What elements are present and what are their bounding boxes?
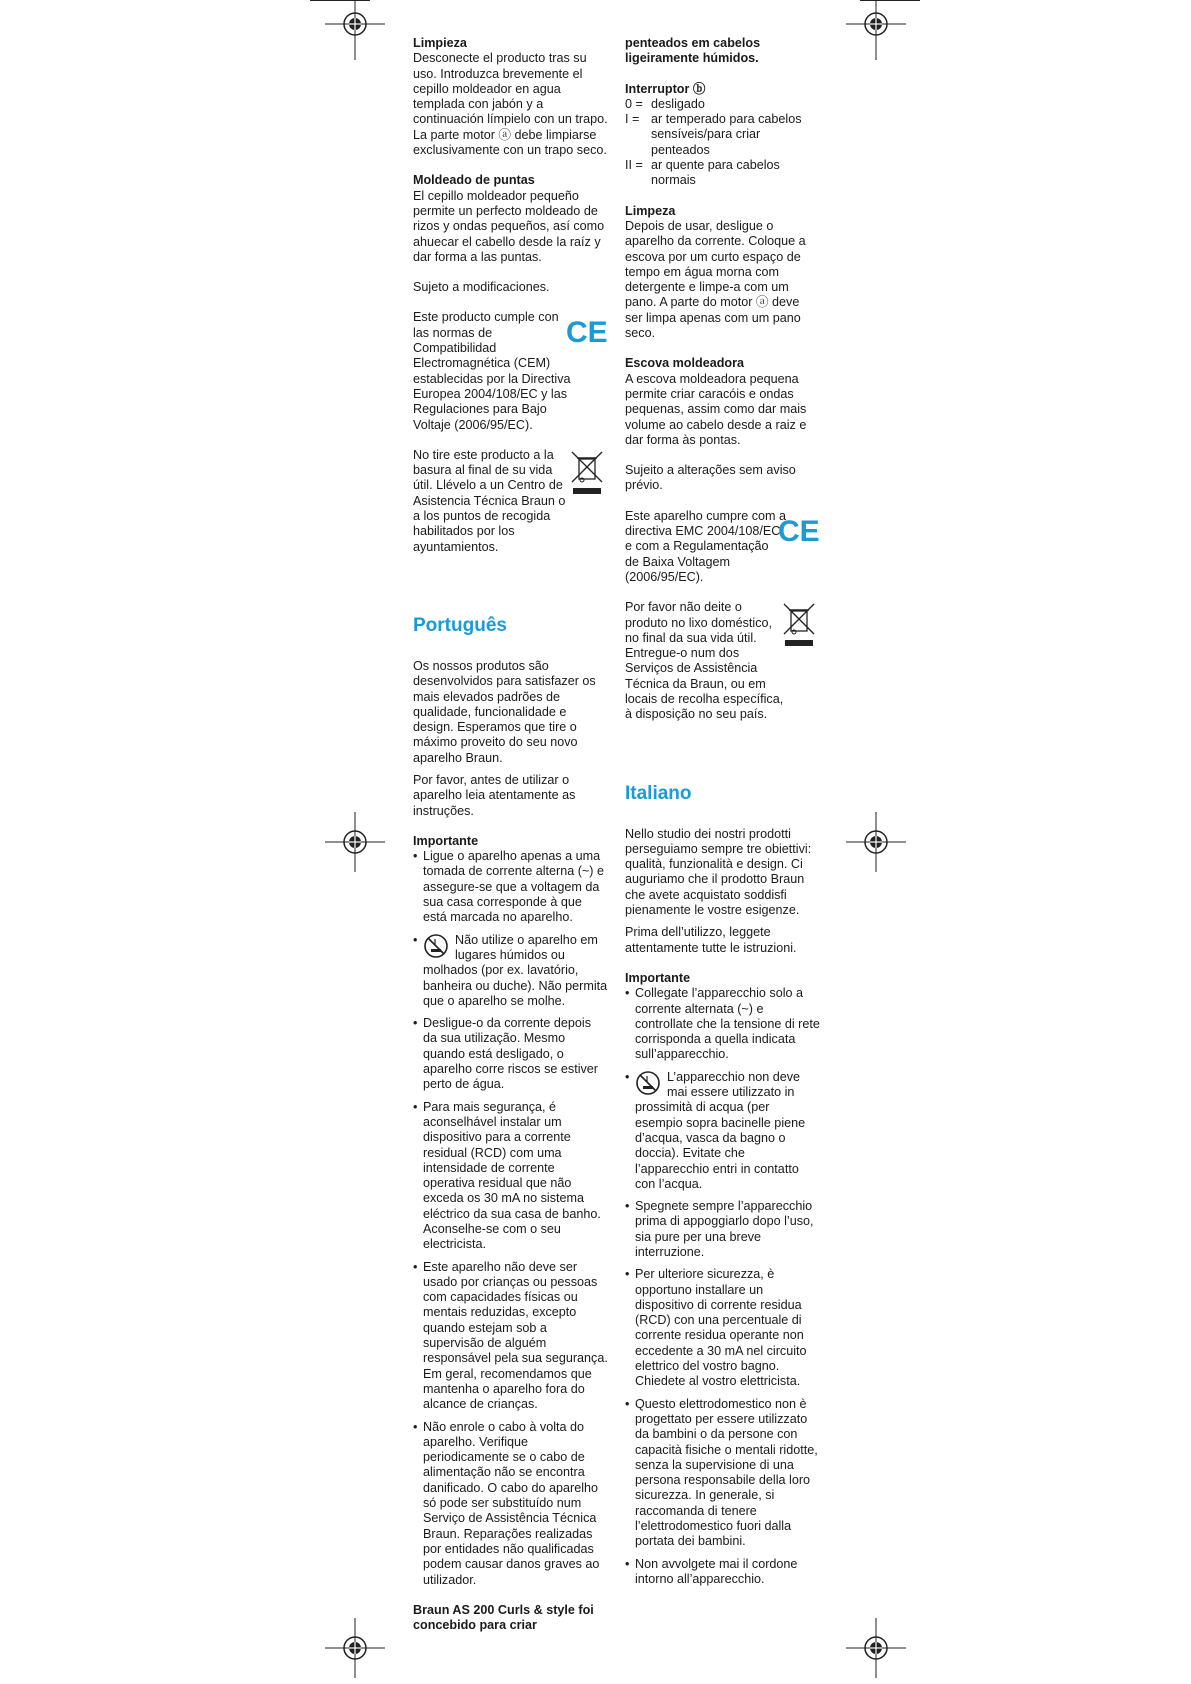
trim-line-top-left: [310, 0, 370, 1]
pt-cleaning-section: [625, 204, 820, 342]
pt-important-heading: Importante: [413, 833, 479, 848]
ce-mark-label: CE: [778, 514, 820, 548]
no-water-icon: [423, 933, 451, 959]
pt-bullet-no-water: [413, 933, 608, 1009]
pt-subject-to-change: Sujeito a alterações sem aviso prévio.: [625, 463, 796, 493]
switch-value: ar temperado para cabelos sensíveis/para criar penteados: [651, 112, 802, 157]
pt-bullet-unplug: • Desligue-o da corrente depois da sua utilização. Mesmo quando está desligado, o aparelho corre riscos se estiver perto de água.: [413, 1016, 608, 1092]
switch-row: [625, 158, 820, 189]
pt-switch-section: [625, 82, 820, 189]
ce-mark-icon: [778, 514, 820, 548]
pt-bullet-rcd: • Para mais segurança, é aconselhável instalar um dispositivo para a corrente residual (RCD) com uma intensidade de corrente operativa residual que não exceda os 30 mA no sistema eléctrico da sua casa de banho. Aconselhe-se com o seu electricista.: [413, 1100, 608, 1253]
switch-row: [625, 112, 820, 158]
section-heading: Escova moldeadora: [625, 356, 744, 371]
ce-mark-label: CE: [566, 316, 608, 350]
pt-bullet-children: • Este aparelho não deve ser usado por crianças ou pessoas com capacidades físicas ou mentais reduzidas, excepto quando estejam sob a supervisão de alguém responsável pela sua segurança. Em geral, recomendamos que mantenha o aparelho fora do alcance de crianças.: [413, 1260, 608, 1413]
registration-mark-top-left: [325, 0, 385, 60]
section-text: Desconecte el producto tras su uso. Introduzca brevemente el cepillo moldeador en agua templada con jabón y a continuación límpielo con un trapo. La parte motor ⓐ debe limpiarse exclusivamente con un trapo seco.: [413, 51, 608, 158]
section-heading: Moldeado de puntas: [413, 173, 535, 188]
es-cleaning-section: [413, 36, 608, 158]
registration-mark-mid-left: [325, 812, 385, 872]
left-column: [413, 36, 608, 1633]
pt-read-instructions: Por favor, antes de utilizar o aparelho leia atentamente as instruções.: [413, 772, 576, 818]
switch-key: 0 =: [625, 96, 643, 111]
bullet-text: L’apparecchio non deve mai essere utilizzato in prossimità di acqua (per esempio sopra bacinelle piene d’acqua, vasca da bagno o doccia). Evitate che l’apparecchio entri in contatto con l’acqua.: [635, 1069, 806, 1191]
it-read-instructions: Prima dell’utilizzo, leggete attentamente tutte le istruzioni.: [625, 925, 797, 955]
it-bullet-ac-current: • Collegate l’apparecchio solo a corrente alternata (~) e controllate che la tensione di rete corrisponda a quella indicata sull’apparecchio.: [625, 986, 820, 1062]
pt-ce-compliance: [625, 509, 820, 585]
section-text: A escova moldeadora pequena permite criar caracóis e ondas pequenas, assim como dar mais volume ao cabelo desde a raiz e dar forma às pontas.: [625, 371, 807, 447]
pt-disposal-notice: [625, 600, 820, 722]
italian-title: Italiano: [625, 782, 692, 804]
it-bullet-cable: • Non avvolgete mai il cordone intorno all’apparecchio.: [625, 1557, 820, 1588]
switch-value: desligado: [651, 96, 705, 111]
section-heading: Limpeza: [625, 203, 676, 218]
registration-mark-bottom-right: [846, 1618, 906, 1678]
es-ce-compliance: [413, 310, 608, 432]
switch-key: II =: [625, 158, 643, 173]
ce-text: Este aparelho cumpre com a directiva EMC 2004/108/EC e com a Regulamentação de Baixa Voltagem (2006/95/EC).: [625, 508, 787, 584]
pt-bullet-ac-current: • Ligue o aparelho apenas a uma tomada de corrente alterna (~) e assegure-se que a voltagem da sua casa corresponde à que está marcada no aparelho.: [413, 849, 608, 925]
it-bullet-children: • Questo elettrodomestico non è progettato per essere utilizzato da bambini o da persone con capacità fisiche o mentali ridotte, senza la supervisione di una persona responsabile della loro sicurezza. In generale, si raccomanda di tenere l’elettrodomestico fuori dalla portata dei bambini.: [625, 1397, 820, 1550]
pt-intro: Os nossos produtos são desenvolvidos para satisfazer os mais elevados padrões de qualidade, funcionalidade e design. Esperamos que tire o máximo proveito do seu novo aparelho Braun.: [413, 658, 596, 765]
crossed-bin-icon: [570, 450, 604, 496]
registration-mark-bottom-left: [325, 1618, 385, 1678]
ce-mark-icon: [566, 316, 608, 350]
trim-line-top-right: [860, 0, 920, 1]
right-column: [625, 36, 820, 1594]
bullet-text: Não utilize o aparelho em lugares húmidos ou molhados (por ex. lavatório, banheira ou duche). Não permita que o aparelho se molhe.: [423, 932, 608, 1008]
es-subject-to-change: Sujeto a modificaciones.: [413, 280, 550, 295]
it-bullet-switch-off: • Spegnete sempre l’apparecchio prima di appoggiarlo dopo l’uso, sia pure per una breve interruzione.: [625, 1199, 820, 1260]
section-heading: Limpieza: [413, 36, 467, 50]
es-tip-styling-section: [413, 173, 608, 265]
it-important-heading: Importante: [625, 970, 691, 985]
pt-product-intro: Braun AS 200 Curls & style foi concebido para criar: [413, 1602, 594, 1633]
pt-bullet-cable: • Não enrole o cabo à volta do aparelho. Verifique periodicamente se o cabo de alimentação não se encontra danificado. O cabo do aparelho só pode ser substituído num Serviço de Assistência Técnica Braun. Reparações realizadas por entidades não qualificadas podem causar danos graves ao utilizador.: [413, 1420, 608, 1588]
switch-value: ar quente para cabelos normais: [651, 158, 780, 188]
pt-brush-section: [625, 356, 820, 448]
pt-product-intro-cont: penteados em cabelos ligeiramente húmidos.: [625, 36, 761, 66]
section-heading: Interruptor ⓑ: [625, 81, 706, 96]
it-bullet-no-water: [625, 1070, 820, 1192]
no-water-icon: [635, 1070, 663, 1096]
registration-mark-mid-right: [846, 812, 906, 872]
es-disposal-notice: [413, 448, 608, 555]
section-text: El cepillo moldeador pequeño permite un perfecto moldeado de rizos y ondas pequeños, así como ahuecar el cabello desde la raíz y dar forma a las puntas.: [413, 188, 605, 264]
disposal-text: Por favor não deite o produto no lixo doméstico, no final da sua vida útil. Entregue-o num dos Serviços de Assistência Técnica da Braun, ou em locais de recolha específica, à disposição no seu país.: [625, 600, 784, 722]
registration-mark-top-right: [846, 0, 906, 60]
switch-key: I =: [625, 112, 640, 127]
it-bullet-rcd: • Per ulteriore sicurezza, è opportuno installare un dispositivo di corrente residua (RCD) con una percentuale di corrente residua operante non eccedente a 30 mA nel circuito elettrico del vostro bagno. Chiedete al vostro elettricista.: [625, 1267, 820, 1389]
switch-row: [625, 97, 820, 112]
disposal-text: No tire este producto a la basura al final de su vida útil. Llévelo a un Centro de Asistencia Técnica Braun o a los puntos de recogida habilitados por los ayuntamientos.: [413, 447, 566, 554]
it-intro: Nello studio dei nostri prodotti perseguiamo sempre tre obiettivi: qualità, funzionalità e design. Ci auguriamo che il prodotto Braun che avete acquistato soddisfi pienamente le vostre esigenze.: [625, 826, 812, 918]
section-text: Depois de usar, desligue o aparelho da corrente. Coloque a escova por um curto espaço de tempo em água morna com detergente e limpe-a com um pano. A parte do motor ⓐ deve ser limpa apenas com um pano seco.: [625, 218, 806, 341]
portuguese-title: Português: [413, 614, 507, 636]
ce-text: Este producto cumple con las normas de Compatibilidad Electromagnética (CEM) establecidas por la Directiva Europea 2004/108/EC y las Regulaciones para Bajo Voltaje (2006/95/EC).: [413, 310, 571, 432]
crossed-bin-icon: [782, 602, 816, 648]
